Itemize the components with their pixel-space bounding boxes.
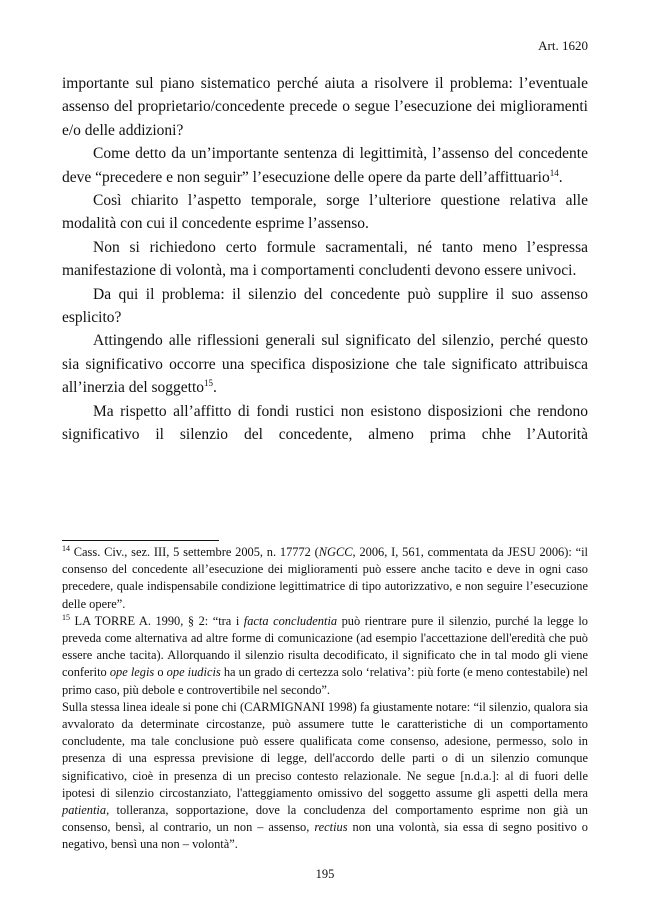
footnote-italic: facta concludentia (243, 613, 338, 628)
footnote-number: 14 (62, 544, 70, 553)
punctuation: . (558, 168, 563, 186)
punctuation: . (213, 379, 217, 397)
footnote-italic: ope legis (109, 665, 155, 680)
footnote-text: ha un grado di certezza solo ‘relativa’: più forte (e meno contestabile) nel primo caso, più debole e controvertibile nel secondo”. (62, 665, 588, 697)
footnote-italic: NGCC (318, 545, 353, 559)
running-header: Art. 1620 (538, 38, 588, 53)
footnote-15 (62, 613, 588, 699)
footnote-text: Sulla stessa linea ideale si pone chi (CARMIGNANI 1998) fa giustamente notare: “il silenzio, qualora sia avvalorato da determinate circostanze, può assumere tutte le caratteristiche di un comportamento concludente, ma tale conclusione può essere qualificata come consenso, adesione, permesso, solo in presenza di una espressa previsione di legge, dell'accordo delle parti o di un silenzio comunque significativo, cioè in presenza di un preciso contesto relazionale. Ne segue [n.d.a.]: al di fuori delle ipotesi di silenzio circostanziato, l'atteggiamento omissivo del soggetto assume gli aspetti della mera (62, 699, 588, 800)
footnote-text: , 2006, I, 561, commentata da JESU 2006): “il consenso del concedente all’esecuzione dei miglioramenti può essere anche tacito e deve in ogni caso precedere, quale indispensabile condizione legittimatrice di tipo autorizzativo, e non seguire l’esecuzione delle opere”. (62, 545, 589, 611)
paragraph: Ma rispetto all’affitto di fondi rustici non esistono disposizioni che rendono significativo il silenzio del concedente, almeno prima chhe l’Autorità (62, 402, 588, 444)
paragraph-text: Attingendo alle riflessioni generali sul significato del silenzio, perché questo sia significativo occorre una specifica disposizione che tale significato attribuisca all’inerzia del soggetto (62, 332, 588, 397)
footnote-number: 15 (62, 612, 70, 622)
footnote-italic: ope iudicis (166, 665, 221, 680)
footnote-text: non una volontà, sia essa di segno positivo o negativo, bensì una non – volontà”. (62, 820, 588, 852)
footnote-italic: patientia (62, 803, 107, 818)
paragraph: importante sul piano sistematico perché aiuta a risolvere il problema: l’eventuale assenso del proprietario/concedente precede o segue l’esecuzione dei miglioramenti e/o delle addizioni? (62, 75, 588, 139)
footnotes (62, 544, 588, 854)
footnote-text: LA TORRE A. 1990, § 2: “tra i (70, 613, 244, 628)
footnote-text: può rientrare pure il silenzio, purché la legge lo preveda come alternativa ad altre forme di comunicazione (ad esempio l'accettazione dell'eredità che può essere anche tacita). Allorquando il silenzio risulta decodificato, il significato che in tal modo gli viene conferito (62, 613, 588, 680)
footnote-reference[interactable]: 14 (549, 167, 559, 178)
paragraph: Non si richiedono certo formule sacramentali, né tanto meno l’espressa manifestazione di volontà, ma i comportamenti concludenti devono essere univoci. (62, 238, 588, 280)
footnote-15-continuation (62, 699, 588, 854)
main-text (62, 72, 588, 447)
footnote-text: o (154, 665, 167, 680)
paragraph (62, 142, 588, 189)
footnote-separator (62, 540, 219, 541)
paragraph (62, 329, 588, 399)
paragraph: Da qui il problema: il silenzio del concedente può supplire il suo assenso esplicito? (62, 285, 588, 327)
page-number: 195 (315, 867, 335, 881)
paragraph: Così chiarito l’aspetto temporale, sorge l’ulteriore questione relativa alle modalità con cui il concedente esprime l’assenso. (62, 192, 588, 233)
paragraph-text: Come detto da un’importante sentenza di legittimità, l’assenso del concedente deve “precedere e non seguir” l’esecuzione delle opere da parte dell’affittuario (62, 145, 588, 186)
footnote-reference[interactable]: 15 (204, 378, 214, 389)
footnote-italic: rectius (314, 820, 348, 835)
footnote-text: Cass. Civ., sez. III, 5 settembre 2005, n. 17772 ( (70, 545, 319, 559)
footnote-14 (62, 544, 588, 613)
footnote-text: , tolleranza, sopportazione, dove la concludenza del comportamento esprime non già un consenso, bensì, al contrario, un non – assenso, (62, 803, 588, 835)
